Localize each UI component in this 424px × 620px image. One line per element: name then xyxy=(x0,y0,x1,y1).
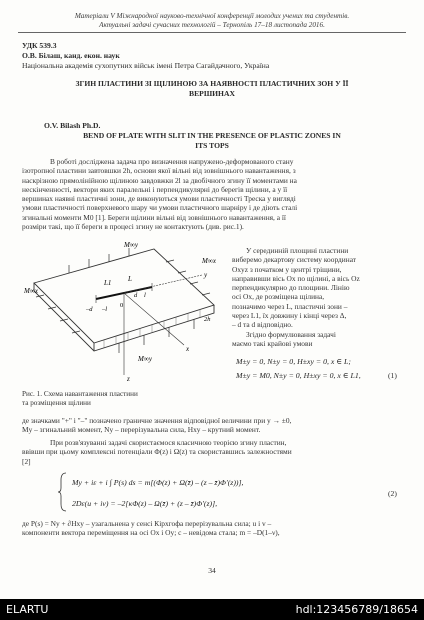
title-en-line-2: ITS TOPS xyxy=(195,141,229,150)
equation-brace xyxy=(58,472,68,512)
label-l: L xyxy=(128,275,132,283)
header-rule xyxy=(18,32,406,33)
label-y-axis: y xyxy=(204,271,208,279)
paragraph-potentials: При розв'язуванні задачі скористаємося класичною теорією згину пластин, ввівши при цьому комплексні потенціали Φ(z) і Ω(z) та скориставшись залежностями [2] xyxy=(22,438,292,466)
footer-handle: hdl:123456789/18654 xyxy=(295,603,418,616)
affiliation-ua: Національна академія сухопутних військ імені Петра Сагайдачного, Україна xyxy=(22,61,270,70)
moment-arrows-left xyxy=(36,295,80,333)
paragraph-definitions: де P(s) = Ny + ∂Hxy – узагальнена у сенсі Кірхгофа перерізувальна сила; u і v – компоненти вектора переміщення на осі Ox і Oy; c – невідома стала; m = –D(1–ν), xyxy=(22,519,280,538)
paragraph-intro: В роботі досліджена задача про визначення напружено-деформованого стану ізотропної пластини завтовшки 2h, основи якої вільні від зовнішнього навантаження, з наскрізною прямолінійною щілиною завдовжки 2l за двобічного згину її моментами на нескінченності, вектори яких паралельні і перпендикулярні до берегів щілини, а у її вершинах наявні пластичні зони, де виконуються умови пластичності Треска у вигляді умови пластичності поверхневого шару чи умови пластичного шарніру і де діють сталі згинальні моменти M0 [1]. Береги щілини вільні від зовнішнього навантаження, а її розміри такі, що її береги в процесі згину не контактують (див. рис.1). xyxy=(22,157,298,232)
boundary-condition-2: M±y = M0, N±y = 0, H±xy = 0, x ∈ L1, xyxy=(236,371,361,380)
label-my-bottom: M∞y xyxy=(138,355,152,363)
label-z-axis: z xyxy=(127,375,130,383)
equation-2b: 2Dε(u + iv) = –2[κΦ(z) – Ω(z̄) + (z – z̄)Φ′(z)], xyxy=(72,499,218,508)
title-ua-line-1: ЗГИН ПЛАСТИНИ ЗІ ЩІЛИНОЮ ЗА НАЯВНОСТІ ПЛАСТИЧНИХ ЗОН У ЇЇ xyxy=(75,79,349,88)
conference-header-line-2: Актуальні задачі сучасних технологій – Тернопіль 17–18 листопада 2016. xyxy=(99,21,325,29)
equation-2a: My + iε + i ∫ P(s) ds = m[(Φ(z) + Ω(z̄) – (z – z̄)Φ′(z))], xyxy=(72,478,244,487)
author-ua: О.В. Білаш, канд. екон. наук xyxy=(22,51,120,60)
label-x-axis: x xyxy=(186,345,190,353)
figure-caption: Рис. 1. Схема навантаження пластини та розміщення щілини xyxy=(22,390,138,407)
repository-footer xyxy=(0,599,424,620)
conference-header-line-1: Матеріали V Міжнародної науково-технічної конференції молодих учених та студентів. xyxy=(74,12,350,20)
title-ua-line-2: ВЕРШИНАХ xyxy=(189,89,235,98)
udc-code: УДК 539.3 xyxy=(22,41,57,50)
label-minus-d: –d xyxy=(86,306,93,313)
moment-arrows-top xyxy=(69,248,129,273)
x-axis xyxy=(124,293,184,345)
plate-figure xyxy=(24,235,222,385)
label-mx-left: M∞x xyxy=(24,287,38,295)
equation-number-1: (1) xyxy=(388,371,397,380)
label-l1: L1 xyxy=(104,279,112,287)
title-en-line-1: BEND OF PLATE WITH SLIT IN THE PRESENCE OF PLASTIC ZONES IN xyxy=(83,131,341,140)
label-d: d xyxy=(134,292,138,299)
label-my-top: M∞y xyxy=(124,241,138,249)
author-en: O.V. Bilash Ph.D. xyxy=(44,121,101,130)
equation-number-2: (2) xyxy=(388,489,397,498)
paragraph-coordinates: У серединній площині пластини виберемо декартову систему координат Oxyz з початком у центрі тріщини, направивши вісь Ox по щілині, а вісь Oz перпендикулярно до площини. Лінію осі Ox, де розміщена щілина, позначимо через L, пластичні зони – через L1, їх довжину і кінці через Δ, – d та d відповідно. Згідно формулювання задачі маємо такі крайові умови xyxy=(232,246,360,348)
plate-side-hatching xyxy=(104,309,200,348)
label-origin: 0 xyxy=(120,302,124,309)
label-l-right: l xyxy=(144,292,146,299)
label-thickness: 2h xyxy=(204,316,211,323)
label-minus-l: –l xyxy=(102,306,108,313)
footer-left-label: ELARTU xyxy=(6,603,49,616)
paragraph-notation: де значками "+" і "–" позначено граничне значення відповідної величини при y → ±0, My – згинальний момент, Ny – перерізувальна сила, Hxy – крутний момент. xyxy=(22,416,292,435)
boundary-condition-1: M±y = 0, N±y = 0, H±xy = 0, x ∈ L; xyxy=(236,357,351,366)
moment-arrows-bottom xyxy=(119,319,194,353)
label-mx-right: M∞x xyxy=(202,257,216,265)
page-number: 34 xyxy=(208,566,216,575)
